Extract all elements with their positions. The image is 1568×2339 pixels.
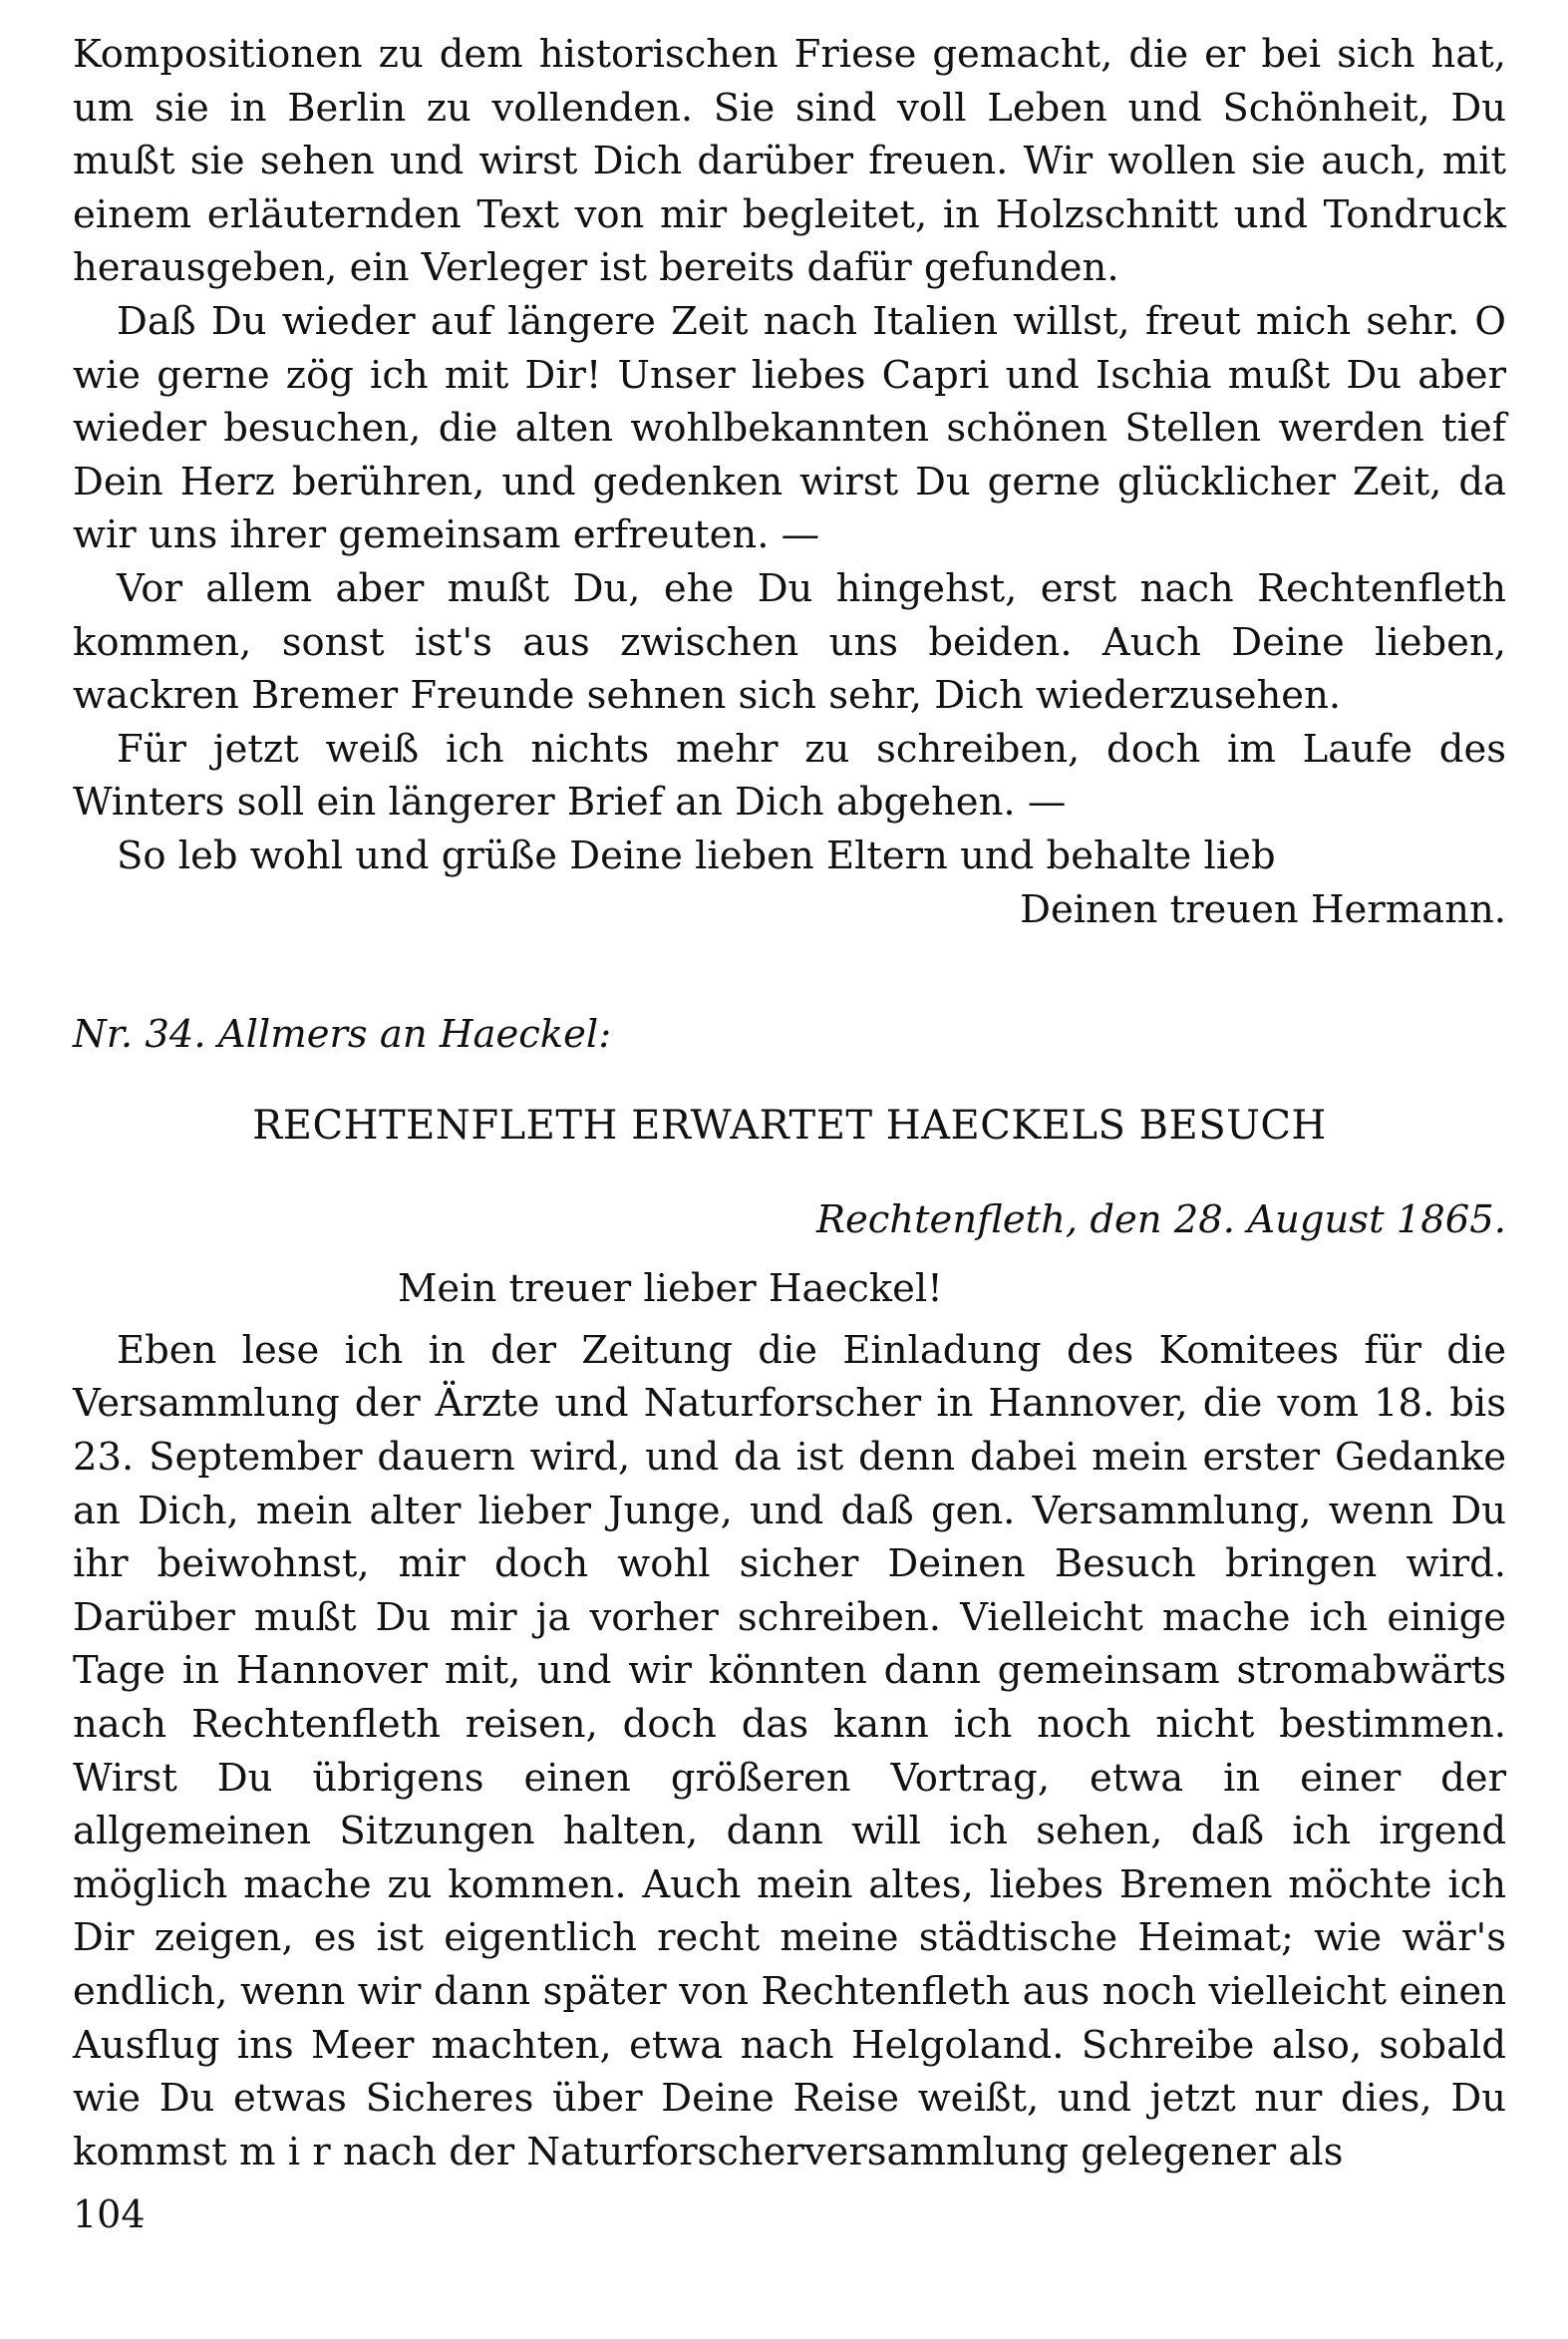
- book-page: [73, 28, 1506, 2178]
- letter-body: Eben lese ich in der Zeitung die Einladung des Komitees für die Versammlung der Ärzte und Naturforscher in Hannover, die vom 18. bis 23. September dauern wird, und da ist denn dabei mein erster Gedanke an Dich, mein alter lieber Junge, und daß gen. Versammlung, wenn Du ihr beiwohnst, mir doch wohl sicher Deinen Besuch bringen wird. Darüber mußt Du mir ja vorher schreiben. Vielleicht mache ich einige Tage in Hannover mit, und wir könnten dann gemeinsam stromabwärts nach Rechtenfleth reisen, doch das kann ich noch nicht bestimmen. Wirst Du übrigens einen größeren Vortrag, etwa in einer der allgemeinen Sitzungen halten, dann will ich sehen, daß ich irgend möglich mache zu kommen. Auch mein altes, liebes Bremen möchte ich Dir zeigen, es ist eigentlich recht meine städtische Heimat; wie wär's endlich, wenn wir dann später von Rechtenfleth aus noch vielleicht einen Ausflug ins Meer machten, etwa nach Helgoland. Schreibe also, sobald wie Du etwas Sicheres über Deine Reise weißt, und jetzt nur dies, Du kommst m i r nach der Naturforscherversammlung gelegener als: [73, 1327, 1506, 2174]
- letter-salutation: Mein treuer lieber Haeckel!: [398, 1266, 943, 1312]
- letter-paragraph: Daß Du wieder auf längere Zeit nach Italien willst, freut mich sehr. O wie gerne zög ich mit Dir! Unser liebes Capri und Ischia mußt Du aber wieder besuchen, die alten wohlbekannten schönen Stellen werden tief Dein Herz berühren, und gedenken wirst Du gerne glücklicher Zeit, da wir uns ihrer gemeinsam erfreuten. —: [73, 298, 1506, 558]
- letter-paragraph: Vor allem aber mußt Du, ehe Du hingehst, erst nach Rechtenfleth kommen, sonst ist's aus zwischen uns beiden. Auch Deine lieben, wackren Bremer Freunde sehnen sich sehr, Dich wiederzusehen.: [73, 565, 1506, 719]
- page-number: 104: [73, 2192, 146, 2236]
- letter-number-heading: Nr. 34. Allmers an Haeckel:: [73, 1012, 612, 1058]
- letter-signature: Deinen treuen Hermann.: [1020, 886, 1506, 932]
- letter-title: RECHTENFLETH ERWARTET HAECKELS BESUCH: [252, 1102, 1327, 1149]
- letter-closing: So leb wohl und grüße Deine lieben Eltern und behalte lieb: [117, 833, 1276, 878]
- letter-paragraph: Für jetzt weiß ich nichts mehr zu schreiben, doch im Laufe des Winters soll ein längerer Brief an Dich abgehen. —: [73, 726, 1506, 826]
- letter-date: Rechtenfleth, den 28. August 1865.: [815, 1196, 1506, 1242]
- letter-paragraph: Kompositionen zu dem historischen Friese gemacht, die er bei sich hat, um sie in Berlin zu vollenden. Sie sind voll Leben und Schönheit, Du mußt sie sehen und wirst Dich darüber freuen. Wir wollen sie auch, mit einem erläuternden Text von mir begleitet, in Holzschnitt und Tondruck herausgeben, ein Verleger ist bereits dafür gefunden.: [73, 32, 1506, 291]
